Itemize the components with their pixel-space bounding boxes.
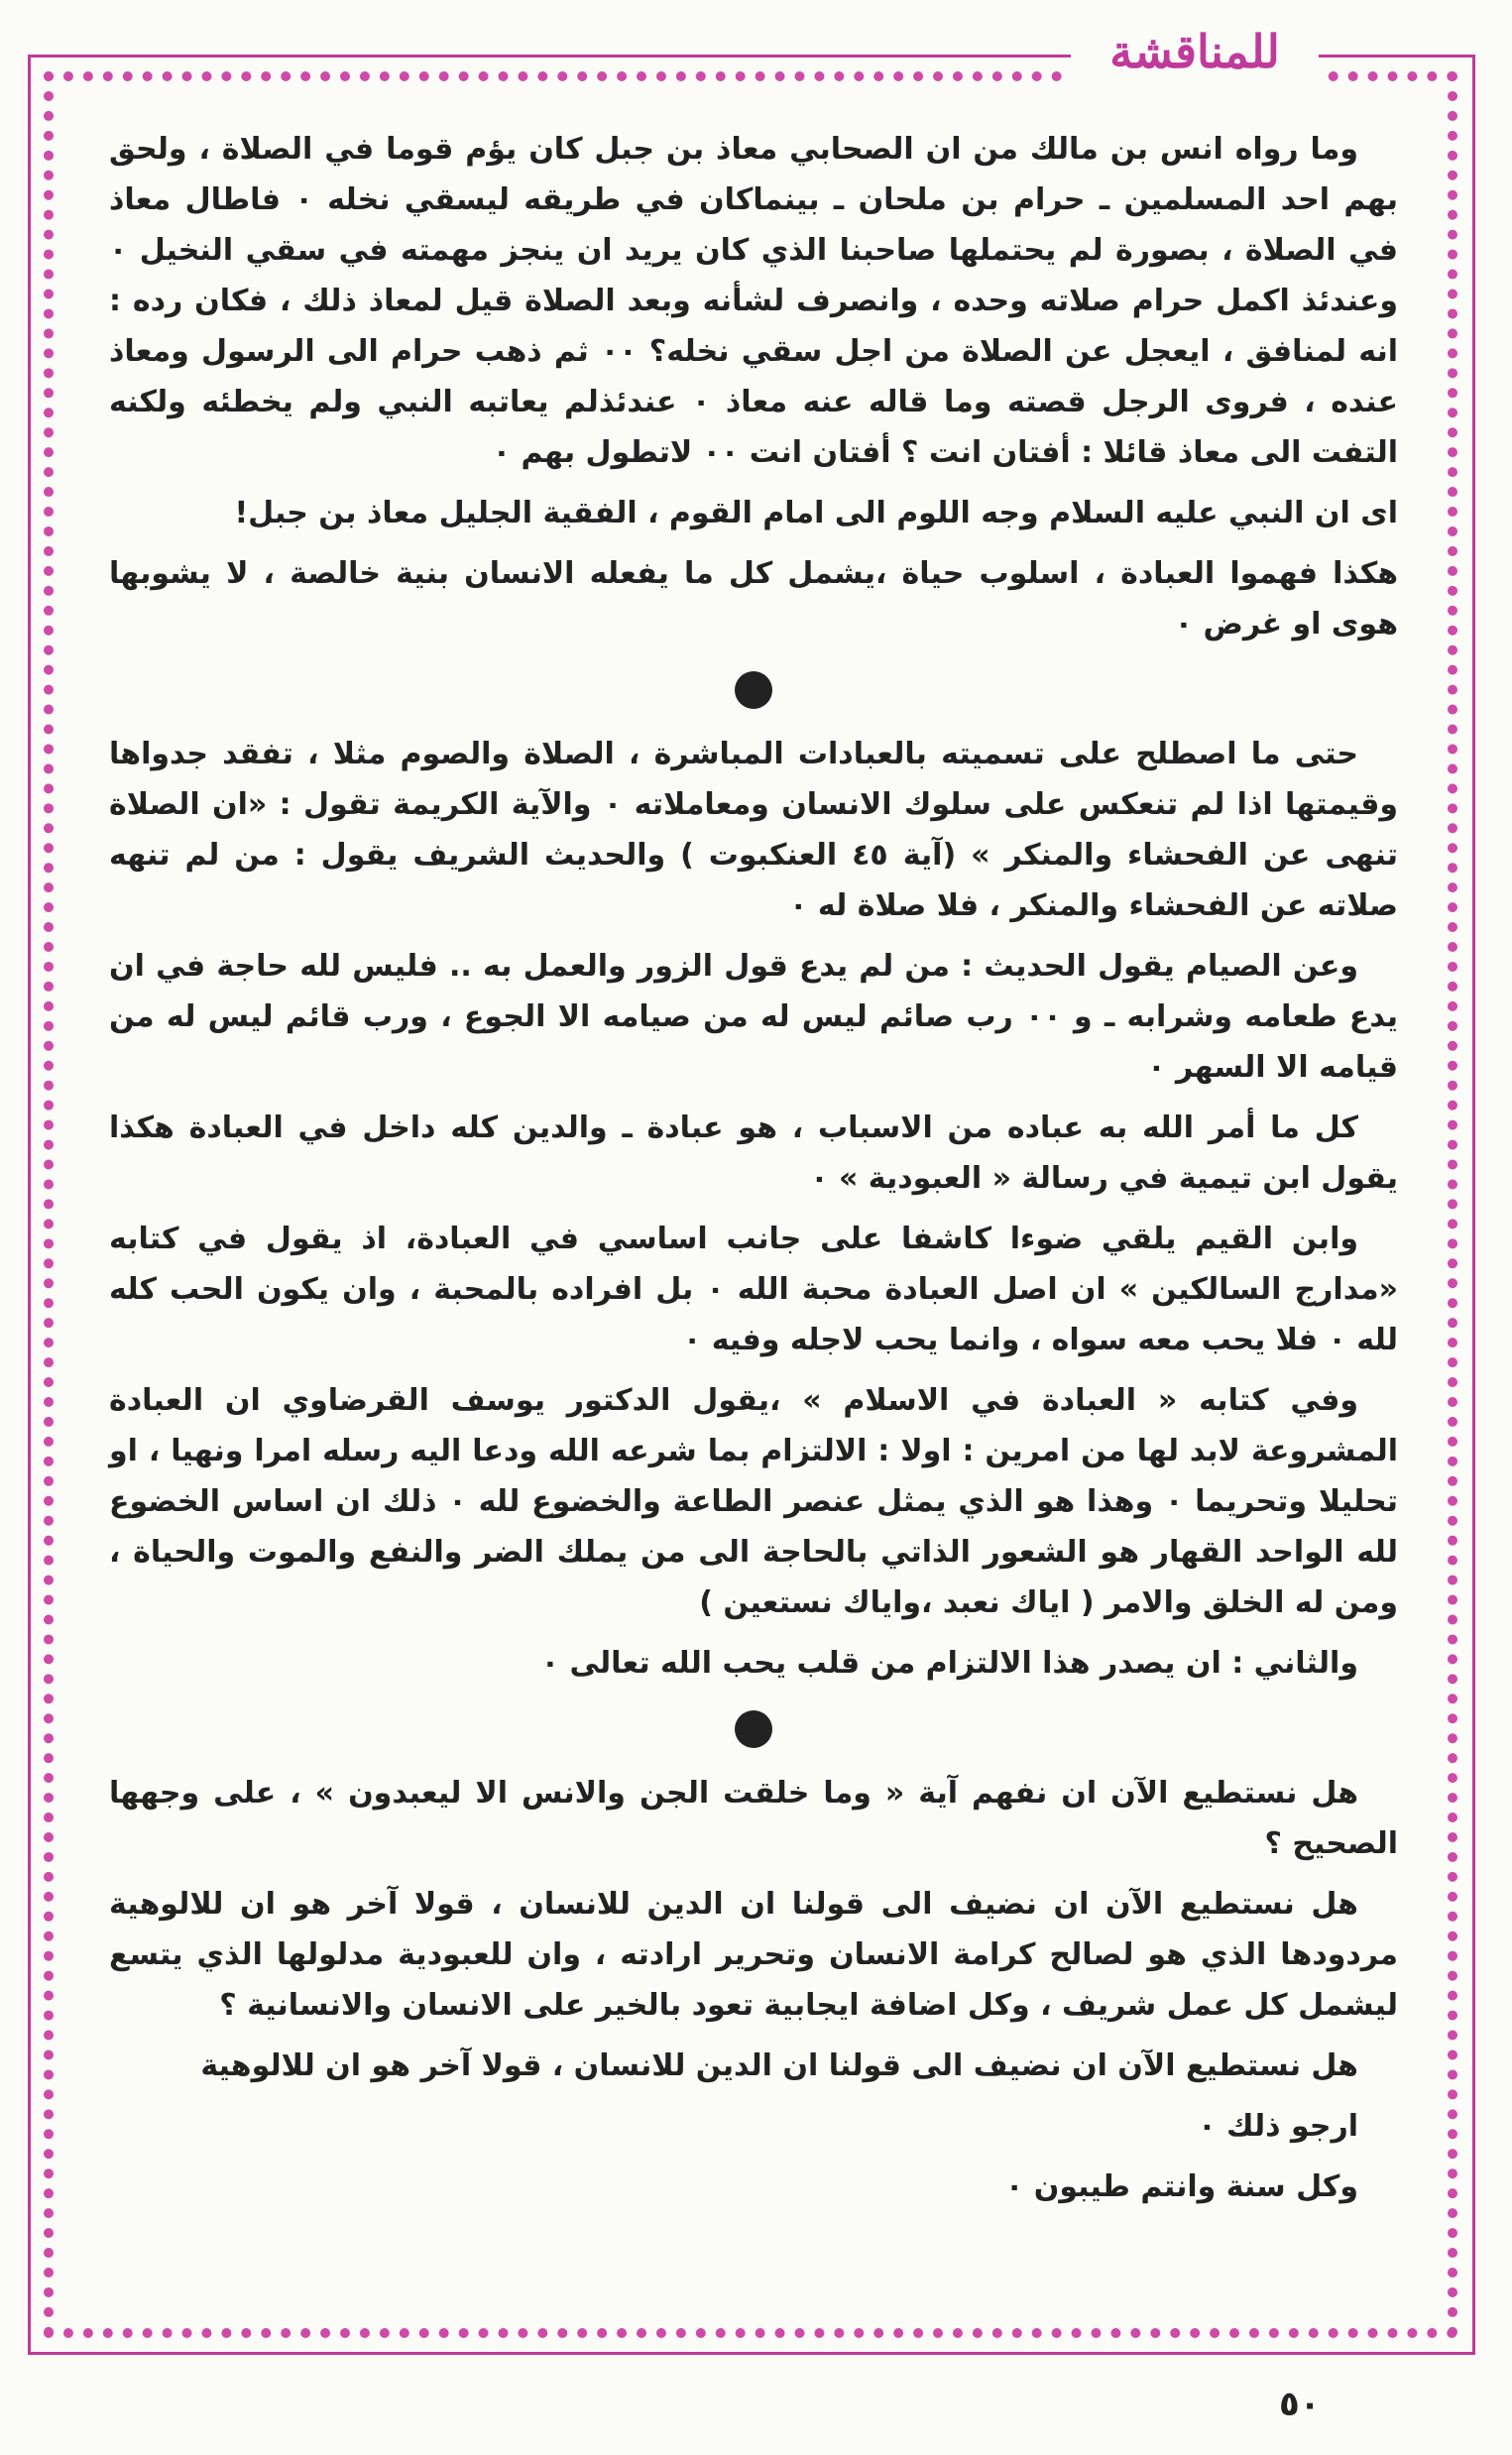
section-divider-dot: [735, 1710, 772, 1748]
magazine-section-logo: للمناقشة: [1071, 22, 1319, 81]
article-body: [109, 124, 1398, 2222]
paragraph-muadh-story: وما رواه انس بن مالك من ان الصحابي معاذ بن جبل كان يؤم قوما في الصلاة ، ولحق بهم احد المسلمين ـ حرام بن ملحان ـ بينماكان في طريقه ليسقي نخله ٠ فاطال معاذ في الصلاة ، بصورة لم يحتملها صاحبنا الذي كان يريد ان ينجز مهمته في سقي النخيل ٠ وعندئذ اكمل حرام صلاته وحده ، وانصرف لشأنه وبعد الصلاة قيل لمعاذ ذلك ، فكان رده : انه لمنافق ، ايعجل عن الصلاة من اجل سقي نخله؟ ٠٠ ثم ذهب حرام الى الرسول ومعاذ عنده ، فروى الرجل قصته وما قاله عنه معاذ ٠ عندئذلم يعاتبه النبي ولم يخطئه ولكنه التفت الى معاذ قائلا : أفتان انت ؟ أفتان انت ٠٠ لاتطول بهم ٠: [109, 132, 1399, 470]
paragraph-question-verse: هل نستطيع الآن ان نفهم آية « وما خلقت الجن والانس الا ليعبدون » ، على وجهها الصحيح ؟: [109, 1776, 1398, 1861]
paragraph-hope: ارجو ذلك ٠: [1198, 2109, 1358, 2144]
paragraph-direct-worship: حتى ما اصطلح على تسميته بالعبادات المباشرة ، الصلاة والصوم مثلا ، تفقد جدواها وقيمتها اذا لم تنعكس على سلوك الانسان ومعاملاته ٠ والآية الكريمة تقول : «ان الصلاة تنهى عن الفحشاء والمنكر » (آية ٤٥ العنكبوت ) والحديث الشريف يقول : من لم تنهه صلاته عن الفحشاء والمنكر ، فلا صلاة له ٠: [109, 737, 1399, 923]
paragraph-second-condition: والثاني : ان يصدر هذا الالتزام من قلب يحب الله تعالى ٠: [540, 1646, 1358, 1681]
paragraph-ibn-taymiyyah: كل ما أمر الله به عباده من الاسباب ، هو عبادة ـ والدين كله داخل في العبادة هكذا يقول ابن تيمية في رسالة « العبودية » ٠: [109, 1111, 1398, 1196]
paragraph-ibn-qayyim: وابن القيم يلقي ضوءا كاشفا على جانب اساسي في العبادة، اذ يقول في كتابه «مدارج السالكين » ان اصل العبادة محبة الله ٠ بل افراده بالمحبة ، وان يكون الحب كله لله ٠ فلا يحب معه سواه ، وانما يحب لاجله وفيه ٠: [109, 1222, 1398, 1357]
paragraph-greeting: وكل سنة وانتم طيبون ٠: [1004, 2169, 1358, 2204]
paragraph-question-repeat: هل نستطيع الآن ان نضيف الى قولنا ان الدين للانسان ، قولا آخر هو ان للالوهية: [200, 2048, 1358, 2083]
paragraph-worship-lifestyle: هكذا فهموا العبادة ، اسلوب حياة ،يشمل كل ما يفعله الانسان بنية خالصة ، لا يشوبها هوى او غرض ٠: [109, 556, 1398, 642]
paragraph-question-divinity: هل نستطيع الآن ان نضيف الى قولنا ان الدين للانسان ، قولا آخر هو ان للالوهية مردودها الذي هو لصالح كرامة الانسان وتحرير ارادته ، وان للعبودية مدلولها الذي يتسع ليشمل كل عمل شريف ، وكل اضافة ايجابية تعود بالخير على الانسان والانسانية ؟: [109, 1887, 1398, 2023]
page-number: ٥٠: [1279, 2385, 1321, 2424]
section-divider-dot: [735, 671, 772, 709]
paragraph-fasting-hadith: وعن الصيام يقول الحديث : من لم يدع قول الزور والعمل به .. فليس لله حاجة في ان يدع طعامه وشرابه ـ و ٠٠ رب صائم ليس له من صيامه الا الجوع ، ورب قائم ليس له من قيامه الا السهر ٠: [109, 949, 1398, 1085]
paragraph-qaradawi: وفي كتابه « العبادة في الاسلام » ،يقول الدكتور يوسف القرضاوي ان العبادة المشروعة لابد لها من امرين : اولا : الالتزام بما شرعه الله ودعا اليه رسله امرا ونهيا ، او تحليلا وتحريما ٠ وهذا هو الذي يمثل عنصر الطاعة والخضوع لله ٠ ذلك ان اساس الخضوع لله الواحد القهار هو الشعور الذاتي بالحاجة الى من يملك الضر والنفع والموت والحياة ، ومن له الخلق والامر ( اياك نعبد ،واياك نستعين ): [109, 1383, 1398, 1620]
paragraph-prophet-blame: اى ان النبي عليه السلام وجه اللوم الى امام القوم ، الفقية الجليل معاذ بن جبل!: [234, 496, 1398, 530]
